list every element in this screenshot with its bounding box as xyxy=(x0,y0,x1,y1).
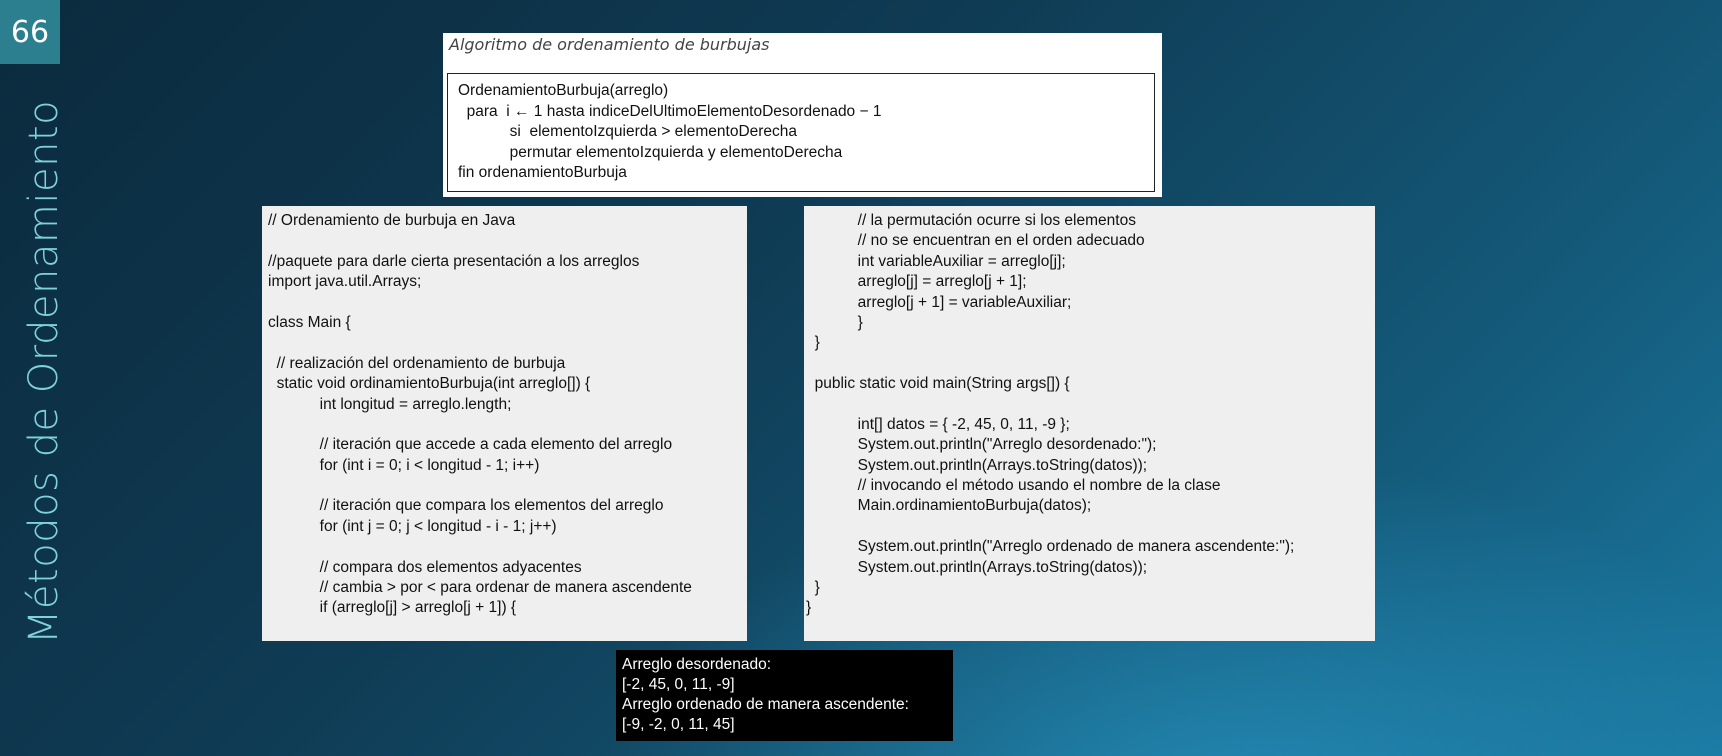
code-line: if (arreglo[j] > arreglo[j + 1]) { xyxy=(268,599,517,617)
console-line: Arreglo ordenado de manera ascendente: xyxy=(622,696,909,713)
code-line: // iteración que accede a cada elemento del arreglo xyxy=(268,436,673,454)
code-line: System.out.println("Arreglo ordenado de manera ascendente:"); xyxy=(806,538,1295,556)
code-line xyxy=(806,395,1375,415)
pseudocode-line: permutar elementoIzquierda y elementoDerecha xyxy=(458,143,843,161)
console-output-panel xyxy=(616,650,953,741)
code-line xyxy=(268,537,747,557)
slide-title: Métodos de Ordenamiento xyxy=(21,99,67,645)
console-line: [-9, -2, 0, 11, 45] xyxy=(622,716,735,733)
code-line: // Ordenamiento de burbuja en Java xyxy=(268,212,516,229)
code-line: // invocando el método usando el nombre de la clase xyxy=(806,477,1221,495)
code-line xyxy=(268,476,747,496)
code-line xyxy=(806,354,1375,374)
code-line: int variableAuxiliar = arreglo[j]; xyxy=(806,252,1066,270)
pseudocode-card xyxy=(443,33,1162,197)
code-line: public static void main(String args[]) { xyxy=(806,375,1070,393)
code-line: //paquete para darle cierta presentación a los arreglos xyxy=(268,252,640,270)
code-line: } xyxy=(806,579,820,597)
code-line xyxy=(268,333,747,353)
code-line: System.out.println("Arreglo desordenado:"); xyxy=(806,436,1157,454)
code-line: arreglo[j] = arreglo[j + 1]; xyxy=(806,273,1027,291)
code-line: Main.ordinamientoBurbuja(datos); xyxy=(806,497,1092,515)
slide-number-badge xyxy=(0,0,60,64)
code-line: // iteración que compara los elementos del arreglo xyxy=(268,497,664,515)
code-line xyxy=(268,415,747,435)
code-line: int longitud = arreglo.length; xyxy=(268,395,512,413)
java-code-panel-left xyxy=(262,206,747,641)
code-line: import java.util.Arrays; xyxy=(268,273,422,291)
pseudocode-caption: Algoritmo de ordenamiento de burbujas xyxy=(449,35,770,54)
slide-number: 66 xyxy=(10,14,50,50)
console-line: Arreglo desordenado: xyxy=(622,656,772,673)
pseudocode-line: para i ← 1 hasta indiceDelUltimoElementoDesordenado − 1 xyxy=(458,102,882,120)
console-line: [-2, 45, 0, 11, -9] xyxy=(622,676,735,693)
pseudocode-line: si elementoIzquierda > elementoDerecha xyxy=(458,123,798,140)
code-line xyxy=(268,231,747,251)
code-line: } xyxy=(806,334,820,352)
pseudocode-line: OrdenamientoBurbuja(arreglo) xyxy=(458,82,669,99)
code-line: static void ordinamientoBurbuja(int arreglo[]) { xyxy=(268,375,591,393)
code-line: // no se encuentran en el orden adecuado xyxy=(806,232,1145,250)
code-line: int[] datos = { -2, 45, 0, 11, -9 }; xyxy=(806,415,1070,433)
code-line: System.out.println(Arrays.toString(datos)); xyxy=(806,456,1148,474)
code-line: // compara dos elementos adyacentes xyxy=(268,558,582,576)
code-line: } xyxy=(806,599,812,617)
code-line: class Main { xyxy=(268,313,351,331)
code-line: for (int i = 0; i < longitud - 1; i++) xyxy=(268,456,540,474)
code-line: for (int j = 0; j < longitud - i - 1; j++) xyxy=(268,517,557,535)
code-line: } xyxy=(806,313,863,331)
pseudocode-block xyxy=(447,73,1155,192)
pseudocode-line: fin ordenamientoBurbuja xyxy=(458,164,627,181)
code-line: // realización del ordenamiento de burbuja xyxy=(268,354,566,372)
code-line xyxy=(806,517,1375,537)
code-line: // la permutación ocurre si los elementos xyxy=(806,212,1136,229)
code-line: arreglo[j + 1] = variableAuxiliar; xyxy=(806,293,1072,311)
java-code-panel-right xyxy=(804,206,1375,641)
code-line xyxy=(268,293,747,313)
code-line: // cambia > por < para ordenar de manera ascendente xyxy=(268,579,692,597)
code-line: System.out.println(Arrays.toString(datos)); xyxy=(806,558,1148,576)
